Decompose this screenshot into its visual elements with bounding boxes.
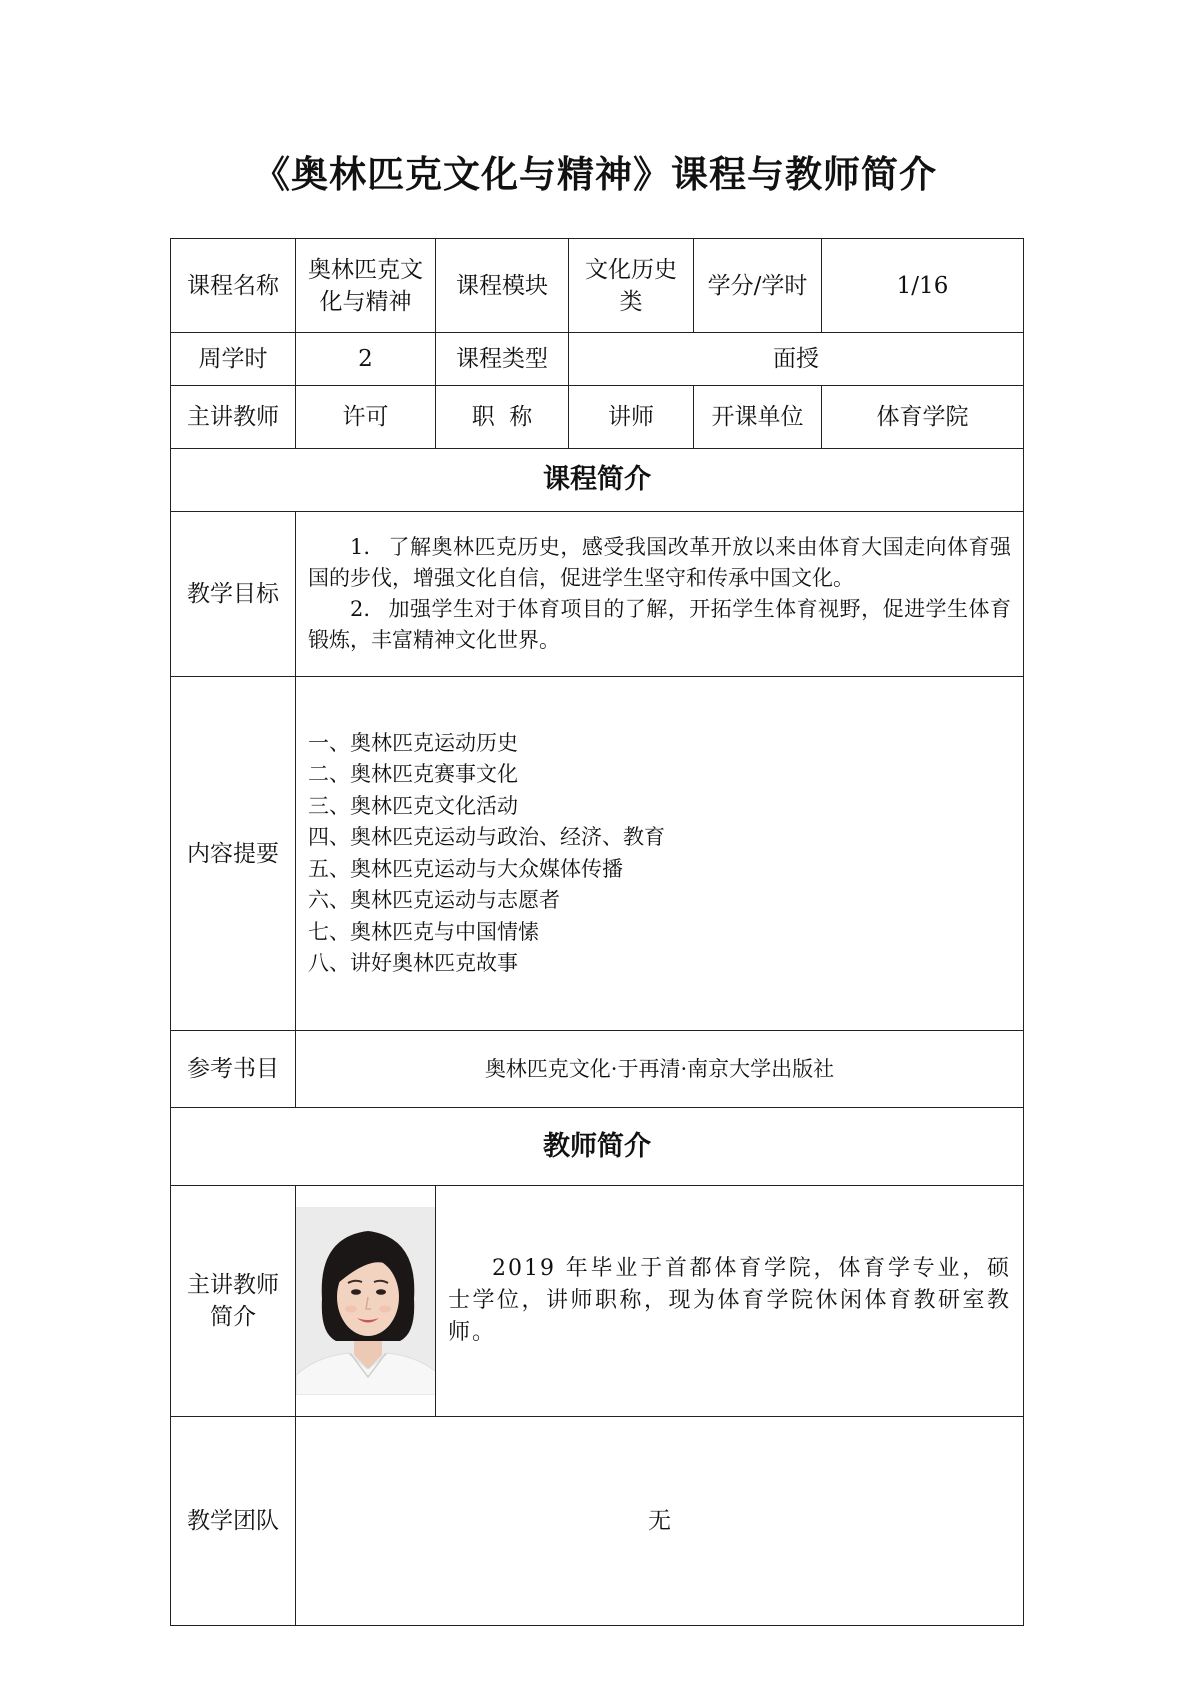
course-intro-heading: 课程简介 xyxy=(171,449,1024,512)
title-value: 讲师 xyxy=(569,386,694,449)
outline-item: 五、奥林匹克运动与大众媒体传播 xyxy=(308,856,623,881)
course-name-value: 奥林匹克文化与精神 xyxy=(296,239,436,333)
credit-value: 1/16 xyxy=(822,239,1024,333)
outline-item: 一、奥林匹克运动历史 xyxy=(308,730,518,755)
outline-item: 四、奥林匹克运动与政治、经济、教育 xyxy=(308,825,665,849)
bio-label: 主讲教师简介 xyxy=(171,1186,296,1417)
teacher-value: 许可 xyxy=(296,386,436,449)
course-type-value: 面授 xyxy=(569,333,1024,386)
weekly-hours-value: 2 xyxy=(296,333,436,386)
teacher-photo xyxy=(296,1207,436,1395)
unit-value: 体育学院 xyxy=(822,386,1024,449)
bio-text: 2019 年毕业于首都体育学院，体育学专业，硕士学位，讲师职称，现为体育学院休闲体育教研室教师。 xyxy=(448,1256,1011,1345)
teacher-intro-heading: 教师简介 xyxy=(171,1108,1024,1186)
row-books xyxy=(171,1031,1024,1108)
row-teacher-intro-heading xyxy=(171,1108,1024,1186)
outline-item: 八、讲好奥林匹克故事 xyxy=(308,951,518,975)
photo-cell xyxy=(296,1186,436,1417)
outline-item: 七、奥林匹克与中国情愫 xyxy=(308,919,539,944)
title-label: 职 称 xyxy=(436,386,569,449)
bio-cell xyxy=(436,1186,1024,1417)
goal-item: 1. 了解奥林匹克历史，感受我国改革开放以来由体育大国走向体育强国的步伐，增强文化自信，促进学生坚守和传承中国文化。 xyxy=(308,535,1011,590)
module-value: 文化历史类 xyxy=(569,239,694,333)
goals-cell xyxy=(296,512,1024,677)
goals-label: 教学目标 xyxy=(171,512,296,677)
credit-label: 学分/学时 xyxy=(694,239,822,333)
row-outline xyxy=(171,677,1024,1031)
goal-item: 2. 加强学生对于体育项目的了解，开拓学生体育视野，促进学生体育锻炼，丰富精神文化世界。 xyxy=(308,597,1011,652)
teacher-label: 主讲教师 xyxy=(171,386,296,449)
row-course-intro-heading xyxy=(171,449,1024,512)
outline-item: 三、奥林匹克文化活动 xyxy=(308,793,518,818)
outline-item: 二、奥林匹克赛事文化 xyxy=(308,762,518,786)
row-team xyxy=(171,1417,1024,1626)
team-label: 教学团队 xyxy=(171,1417,296,1626)
outline-label: 内容提要 xyxy=(171,677,296,1031)
row-course-name xyxy=(171,239,1024,333)
books-value: 奥林匹克文化·于再清·南京大学出版社 xyxy=(296,1031,1024,1108)
weekly-hours-label: 周学时 xyxy=(171,333,296,386)
outline-cell xyxy=(296,677,1024,1031)
team-value: 无 xyxy=(296,1417,1024,1626)
row-weekly-hours xyxy=(171,333,1024,386)
course-info-table xyxy=(170,238,1024,1626)
unit-label: 开课单位 xyxy=(694,386,822,449)
row-teacher xyxy=(171,386,1024,449)
module-label: 课程模块 xyxy=(436,239,569,333)
outline-item: 六、奥林匹克运动与志愿者 xyxy=(308,888,560,912)
course-type-label: 课程类型 xyxy=(436,333,569,386)
row-bio xyxy=(171,1186,1024,1417)
books-label: 参考书目 xyxy=(171,1031,296,1108)
teacher-portrait-image xyxy=(296,1207,436,1395)
row-goals xyxy=(171,512,1024,677)
page-title: 《奥林匹克文化与精神》课程与教师简介 xyxy=(253,152,937,196)
course-name-label: 课程名称 xyxy=(171,239,296,333)
